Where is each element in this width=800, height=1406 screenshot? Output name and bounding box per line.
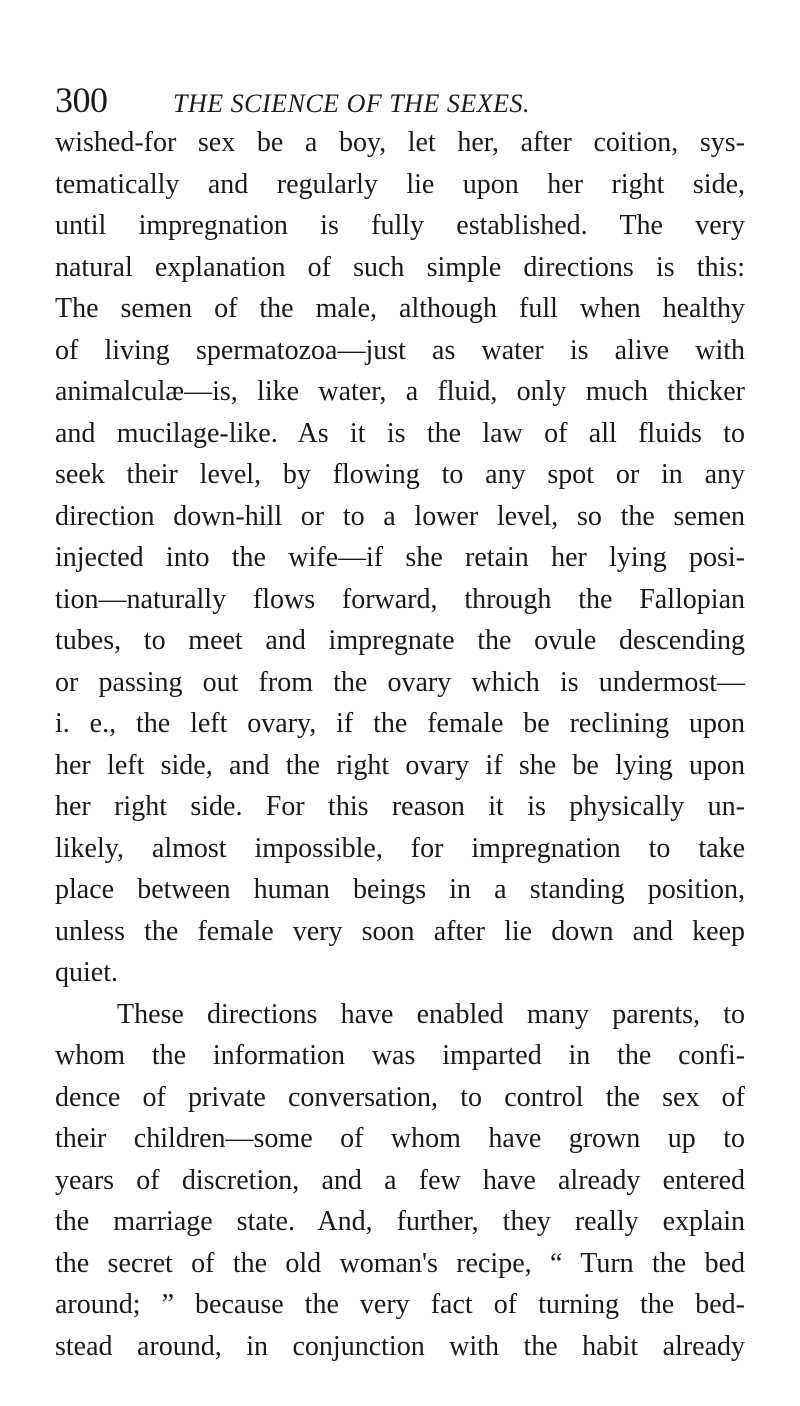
text-line: quiet. [55, 957, 118, 988]
text-line: her left side, and the right ovary if she be lying upon [55, 749, 745, 781]
paragraph [55, 994, 745, 1368]
page-number: 300 [55, 80, 108, 120]
text-line: the marriage state. And, further, they really explain [55, 1206, 745, 1237]
paragraph [55, 122, 745, 994]
text-line: until impregnation is fully established. The very [55, 210, 745, 241]
text-line: These directions have enabled many parents, to [117, 998, 745, 1030]
text-line: The semen of the male, although full when healthy [55, 293, 745, 324]
text-line: dence of private conversation, to control the sex of [55, 1081, 745, 1113]
text-line: their children—some of whom have grown up to [55, 1123, 745, 1154]
text-line: around; ” because the very fact of turning the bed- [55, 1289, 745, 1320]
text-line: i. e., the left ovary, if the female be reclining upon [55, 708, 745, 739]
text-line: seek their level, by flowing to any spot or in any [55, 459, 745, 490]
text-line: the secret of the old woman's recipe, “ Turn the bed [55, 1247, 745, 1279]
text-line: or passing out from the ovary which is undermost— [55, 666, 745, 698]
body-text [55, 122, 745, 1367]
text-line: injected into the wife—if she retain her lying posi- [55, 542, 745, 573]
text-line: unless the female very soon after lie down and keep [55, 915, 745, 947]
text-line: natural explanation of such simple directions is this: [55, 251, 745, 283]
text-line: wished-for sex be a boy, let her, after coition, sys- [55, 127, 745, 158]
text-line: her right side. For this reason it is physically un- [55, 791, 745, 822]
text-line: animalculæ—is, like water, a fluid, only much thicker [55, 376, 745, 407]
text-line: place between human beings in a standing position, [55, 874, 745, 905]
text-line: whom the information was imparted in the confi- [55, 1040, 745, 1071]
text-line: tubes, to meet and impregnate the ovule descending [55, 625, 745, 656]
text-line: likely, almost impossible, for impregnation to take [55, 832, 745, 864]
page-header [55, 80, 745, 124]
text-line: of living spermatozoa—just as water is alive with [55, 334, 745, 366]
text-line: tematically and regularly lie upon her right side, [55, 168, 745, 200]
text-line: and mucilage-like. As it is the law of all fluids to [55, 417, 745, 449]
text-line: years of discretion, and a few have already entered [55, 1164, 745, 1196]
text-line: tion—naturally flows forward, through the Fallopian [55, 583, 745, 615]
running-head: THE SCIENCE OF THE SEXES. [173, 89, 530, 118]
text-line: direction down-hill or to a lower level, so the semen [55, 500, 745, 532]
text-line: stead around, in conjunction with the habit already [55, 1330, 745, 1362]
